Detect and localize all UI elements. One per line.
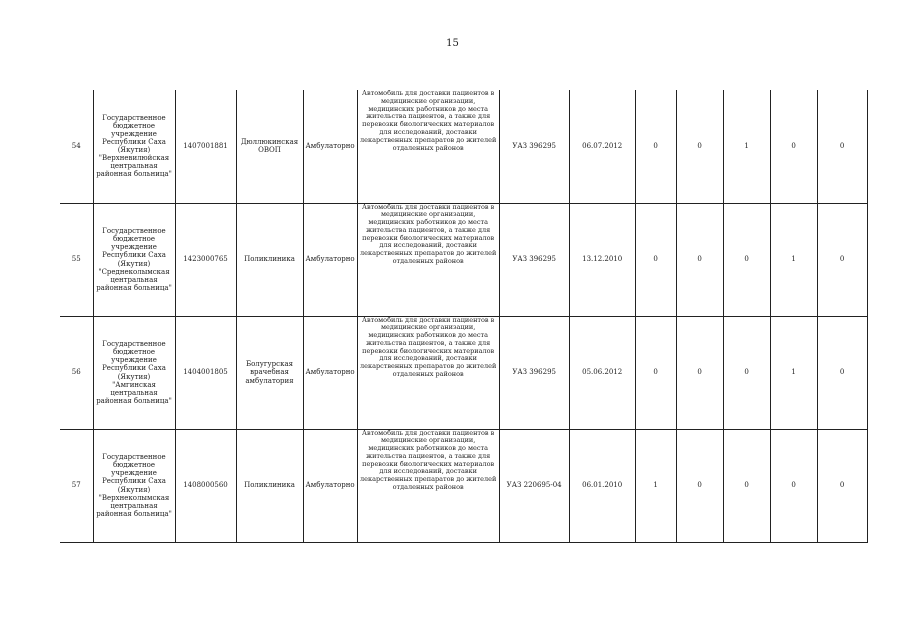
institution-cell: Государственное бюджетное учреждение Республики Саха (Якутия) "Амгинская центральная районная больница" (93, 316, 175, 429)
count-cell-2: 0 (676, 429, 723, 542)
count-cell-4: 1 (770, 203, 817, 316)
table-row (60, 429, 867, 542)
model-cell: УАЗ 396295 (499, 90, 569, 203)
date-cell: 06.01.2010 (569, 429, 635, 542)
purpose-cell: Автомобиль для доставки пациентов в медицинские организации, медицинских работников до места жительства пациентов, а также для перевозки биологических материалов для исследований, доставки лекарственных препаратов до жителей отдаленных районов (357, 429, 499, 542)
model-cell: УАЗ 396295 (499, 203, 569, 316)
care-type-cell: Амбулаторно (303, 316, 357, 429)
model-cell: УАЗ 396295 (499, 316, 569, 429)
table-row (60, 203, 867, 316)
page-number: 15 (446, 38, 459, 49)
count-cell-2: 0 (676, 203, 723, 316)
count-cell-5: 0 (817, 316, 867, 429)
row-number: 56 (60, 316, 93, 429)
inn-cell: 1404001805 (175, 316, 236, 429)
count-cell-3: 1 (723, 90, 770, 203)
count-cell-1: 0 (635, 203, 676, 316)
count-cell-4: 0 (770, 429, 817, 542)
count-cell-5: 0 (817, 429, 867, 542)
count-cell-4: 1 (770, 316, 817, 429)
count-cell-1: 0 (635, 316, 676, 429)
purpose-cell: Автомобиль для доставки пациентов в медицинские организации, медицинских работников до места жительства пациентов, а также для перевозки биологических материалов для исследований, доставки лекарственных препаратов до жителей отдаленных районов (357, 316, 499, 429)
row-number: 54 (60, 90, 93, 203)
date-cell: 06.07.2012 (569, 90, 635, 203)
care-type-cell: Амбулаторно (303, 203, 357, 316)
count-cell-1: 1 (635, 429, 676, 542)
count-cell-4: 0 (770, 90, 817, 203)
count-cell-2: 0 (676, 316, 723, 429)
care-type-cell: Амбулаторно (303, 90, 357, 203)
unit-cell: Болугурская врачебная амбулатория (236, 316, 303, 429)
date-cell: 05.06.2012 (569, 316, 635, 429)
model-cell: УАЗ 220695-04 (499, 429, 569, 542)
count-cell-5: 0 (817, 203, 867, 316)
unit-cell: Дюллюкинская ОВОП (236, 90, 303, 203)
purpose-cell: Автомобиль для доставки пациентов в медицинские организации, медицинских работников до места жительства пациентов, а также для перевозки биологических материалов для исследований, доставки лекарственных препаратов до жителей отдаленных районов (357, 90, 499, 203)
inn-cell: 1407001881 (175, 90, 236, 203)
count-cell-1: 0 (635, 90, 676, 203)
count-cell-2: 0 (676, 90, 723, 203)
table-row (60, 90, 867, 203)
date-cell: 13.12.2010 (569, 203, 635, 316)
row-number: 55 (60, 203, 93, 316)
count-cell-3: 0 (723, 203, 770, 316)
row-number: 57 (60, 429, 93, 542)
vehicle-registry-table (60, 90, 868, 543)
unit-cell: Поликлиника (236, 429, 303, 542)
count-cell-3: 0 (723, 429, 770, 542)
inn-cell: 1423000765 (175, 203, 236, 316)
unit-cell: Поликлиника (236, 203, 303, 316)
institution-cell: Государственное бюджетное учреждение Республики Саха (Якутия) "Верхневилюйская центральная районная больница" (93, 90, 175, 203)
table-row (60, 316, 867, 429)
institution-cell: Государственное бюджетное учреждение Республики Саха (Якутия) "Верхнеколымская центральная районная больница" (93, 429, 175, 542)
count-cell-5: 0 (817, 90, 867, 203)
count-cell-3: 0 (723, 316, 770, 429)
purpose-cell: Автомобиль для доставки пациентов в медицинские организации, медицинских работников до места жительства пациентов, а также для перевозки биологических материалов для исследований, доставки лекарственных препаратов до жителей отдаленных районов (357, 203, 499, 316)
inn-cell: 1408000560 (175, 429, 236, 542)
care-type-cell: Амбулаторно (303, 429, 357, 542)
institution-cell: Государственное бюджетное учреждение Республики Саха (Якутия) "Среднеколымская центральная районная больница" (93, 203, 175, 316)
